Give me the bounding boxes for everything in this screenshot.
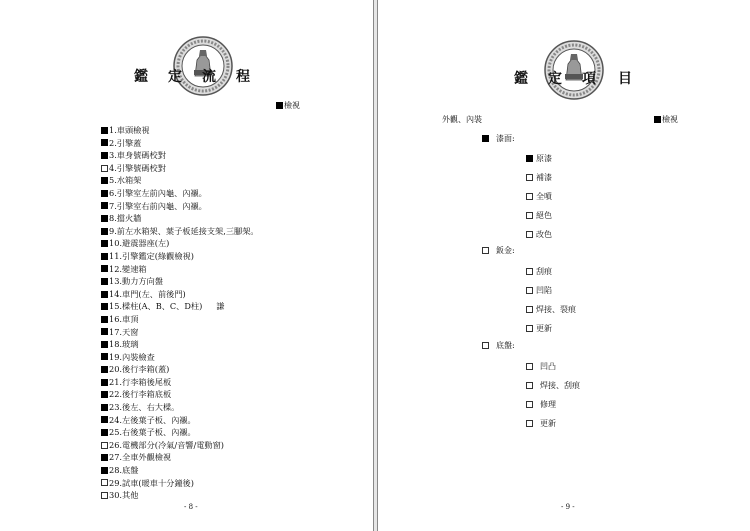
empty-checkbox[interactable]	[526, 268, 533, 275]
checked-box-icon[interactable]	[101, 328, 108, 335]
checklist-item-label: 22.後行李箱底板	[109, 389, 172, 400]
item-option	[526, 399, 556, 410]
checklist-item	[101, 200, 259, 213]
checklist-item	[101, 225, 259, 238]
checked-box-icon[interactable]	[101, 429, 108, 436]
empty-checkbox[interactable]	[101, 492, 108, 499]
checked-box-icon[interactable]	[101, 127, 108, 134]
checklist-item-label: 25.右後葉子板、內襯。	[109, 427, 196, 438]
item-option	[526, 266, 552, 277]
checklist-item	[101, 388, 259, 401]
checklist-item-label: 7.引擎室右前內龜、內襯。	[109, 200, 207, 211]
checklist-item	[101, 439, 259, 452]
checklist-item	[101, 464, 259, 477]
item-group	[482, 133, 515, 144]
legend-label: 檢視	[284, 101, 300, 110]
empty-checkbox[interactable]	[526, 401, 533, 408]
checklist-item	[101, 187, 259, 200]
checklist-item	[101, 137, 259, 150]
checklist-item-note: 謙	[216, 301, 225, 312]
item-option	[526, 191, 552, 202]
title-char: 目	[618, 71, 632, 87]
empty-checkbox[interactable]	[526, 193, 533, 200]
checklist-item	[101, 149, 259, 162]
checklist-item	[101, 414, 259, 427]
item-option	[526, 361, 556, 372]
item-option-label: 焊接、裂痕	[536, 305, 576, 314]
item-option-label: 絕色	[536, 211, 552, 220]
checked-box-icon[interactable]	[101, 467, 108, 474]
checklist-item-label: 26.電機部分(冷氣/音響/電動窗)	[109, 439, 224, 450]
page-number: - 8 -	[184, 503, 198, 511]
empty-checkbox[interactable]	[526, 174, 533, 181]
checked-box-icon[interactable]	[101, 152, 108, 159]
item-option	[526, 285, 552, 296]
checklist-item	[101, 351, 259, 364]
item-option-label: 修理	[540, 400, 556, 409]
empty-checkbox[interactable]	[101, 479, 108, 486]
checked-box-icon[interactable]	[101, 303, 108, 310]
legend	[654, 114, 678, 125]
checklist-item-label: 28.底盤	[109, 465, 139, 476]
checklist-item	[101, 338, 259, 351]
checked-box-icon[interactable]	[101, 215, 108, 222]
section-heading: 外觀、內裝	[442, 115, 482, 124]
checklist-item	[101, 263, 259, 276]
checklist-item	[101, 300, 259, 313]
checked-box-icon[interactable]	[101, 228, 108, 235]
empty-checkbox[interactable]	[526, 363, 533, 370]
item-option	[526, 172, 552, 183]
item-option	[526, 323, 552, 334]
empty-checkbox[interactable]	[526, 382, 533, 389]
checklist-item-label: 27.全車外觀檢視	[109, 452, 172, 463]
checklist-item-label: 30.其他	[109, 490, 139, 501]
legend-checkbox-icon	[276, 102, 283, 109]
left-page-title	[134, 66, 254, 86]
legend-checkbox-icon	[654, 116, 661, 123]
item-group-label: 底盤:	[496, 341, 515, 350]
checklist-item	[101, 326, 259, 339]
checked-box-icon[interactable]	[101, 278, 108, 285]
right-page-title	[514, 68, 634, 88]
checklist-item-label: 23.後左、右大樑。	[109, 402, 180, 413]
checklist-item-label: 8.擋火牆	[109, 213, 142, 224]
checklist-item	[101, 288, 259, 301]
page-number: - 9 -	[561, 503, 575, 511]
checklist-item	[101, 250, 259, 263]
checked-box-icon[interactable]	[101, 404, 108, 411]
empty-checkbox[interactable]	[526, 420, 533, 427]
checklist-item-label: 18.玻璃	[109, 339, 139, 350]
item-option	[526, 229, 552, 240]
checked-box-icon[interactable]	[101, 265, 108, 272]
checklist-item-label: 16.車頂	[109, 313, 139, 324]
checklist-item-label: 9.前左水箱架、葉子板延接支架,三腳架。	[109, 225, 259, 236]
checked-box-icon[interactable]	[101, 291, 108, 298]
item-option	[526, 210, 552, 221]
title-char: 鑑	[134, 69, 148, 85]
checklist-item	[101, 376, 259, 389]
checklist-item-label: 19.內裝檢查	[109, 351, 155, 362]
empty-checkbox[interactable]	[526, 231, 533, 238]
item-option-label: 全噴	[536, 192, 552, 201]
checklist-item	[101, 451, 259, 464]
checklist-item-label: 11.引擎鑑定(綠觀檢視)	[109, 250, 194, 261]
title-char: 項	[582, 71, 596, 87]
checklist-item-label: 10.避震器座(左)	[109, 238, 170, 249]
checklist-item	[101, 426, 259, 439]
checklist-item-label: 1.車頭檢視	[109, 125, 150, 135]
checklist-item-label: 17.天窗	[109, 326, 139, 337]
item-group-label: 鈑金:	[496, 246, 515, 255]
checked-box-icon[interactable]	[101, 316, 108, 323]
item-option-label: 改色	[536, 230, 552, 239]
left-page	[0, 0, 374, 531]
checklist-item	[101, 237, 259, 250]
title-char: 流	[202, 69, 216, 85]
empty-checkbox[interactable]	[101, 165, 108, 172]
checklist-item-label: 5.水箱架	[109, 175, 142, 186]
inspection-flow-list	[101, 124, 259, 502]
checklist-item	[101, 275, 259, 288]
title-char: 鑑	[514, 71, 528, 87]
checked-box-icon[interactable]	[101, 177, 108, 184]
checklist-item-label: 3.車身號碼校對	[109, 150, 166, 161]
item-group	[482, 340, 515, 351]
item-group	[482, 245, 515, 256]
empty-checkbox[interactable]	[482, 247, 489, 254]
checklist-item-label: 24.左後葉子板、內襯。	[109, 414, 196, 425]
right-page	[377, 0, 750, 531]
checklist-item	[101, 363, 259, 376]
item-option-label: 更新	[540, 419, 556, 428]
empty-checkbox[interactable]	[526, 212, 533, 219]
checklist-item-label: 13.動力方向盤	[109, 276, 163, 287]
empty-checkbox[interactable]	[482, 342, 489, 349]
legend	[276, 100, 300, 111]
checklist-item	[101, 401, 259, 414]
item-option	[526, 304, 576, 315]
item-option-label: 補漆	[536, 173, 552, 182]
checklist-item	[101, 174, 259, 187]
empty-checkbox[interactable]	[101, 442, 108, 449]
checked-box-icon[interactable]	[482, 135, 489, 142]
title-char: 程	[236, 69, 250, 85]
checklist-item	[101, 162, 259, 175]
title-char: 定	[168, 69, 182, 85]
empty-checkbox[interactable]	[526, 306, 533, 313]
legend-label: 檢視	[662, 115, 678, 124]
checked-box-icon[interactable]	[101, 391, 108, 398]
checked-box-icon[interactable]	[101, 341, 108, 348]
item-option-label: 焊接、刮痕	[540, 381, 580, 390]
checked-box-icon[interactable]	[101, 202, 108, 209]
checklist-item	[101, 212, 259, 225]
checklist-item-label: 4.引擎號碼校對	[109, 162, 166, 173]
checklist-item-label: 14.車門(左、前後門)	[109, 288, 186, 299]
checked-box-icon[interactable]	[101, 139, 108, 146]
checked-box-icon[interactable]	[101, 253, 108, 260]
item-group-label: 漆面:	[496, 134, 515, 143]
checked-box-icon[interactable]	[101, 379, 108, 386]
item-option-label: 原漆	[536, 154, 552, 163]
checked-box-icon[interactable]	[101, 454, 108, 461]
checklist-item-label: 21.行李箱後尾板	[109, 376, 172, 387]
item-option-label: 凹凸	[540, 362, 556, 371]
checked-box-icon[interactable]	[101, 353, 108, 360]
checklist-item-label: 15.樑柱(A、B、C、D柱)	[109, 301, 203, 312]
item-option	[526, 380, 580, 391]
checklist-item-label: 2.引擎蓋	[109, 137, 142, 148]
item-option-label: 凹陷	[536, 286, 552, 295]
item-option-label: 刮痕	[536, 267, 552, 276]
empty-checkbox[interactable]	[526, 287, 533, 294]
checklist-item	[101, 313, 259, 326]
checklist-item	[101, 489, 259, 502]
item-option-label: 更新	[536, 324, 552, 333]
checklist-item-label: 12.變速箱	[109, 263, 147, 274]
checklist-item	[101, 124, 259, 137]
checked-box-icon[interactable]	[101, 416, 108, 423]
checked-box-icon[interactable]	[101, 366, 108, 373]
empty-checkbox[interactable]	[526, 325, 533, 332]
checklist-item-label: 29.試車(暖車十分鐘後)	[109, 477, 194, 488]
item-option	[526, 153, 552, 164]
checked-box-icon[interactable]	[101, 240, 108, 247]
title-char: 定	[548, 71, 562, 87]
checklist-item	[101, 477, 259, 490]
item-option	[526, 418, 556, 429]
checklist-item-label: 20.後行李箱(蓋)	[109, 364, 170, 375]
checked-box-icon[interactable]	[526, 155, 533, 162]
checked-box-icon[interactable]	[101, 190, 108, 197]
checklist-item-label: 6.引擎室左前內龜、內襯。	[109, 187, 207, 198]
